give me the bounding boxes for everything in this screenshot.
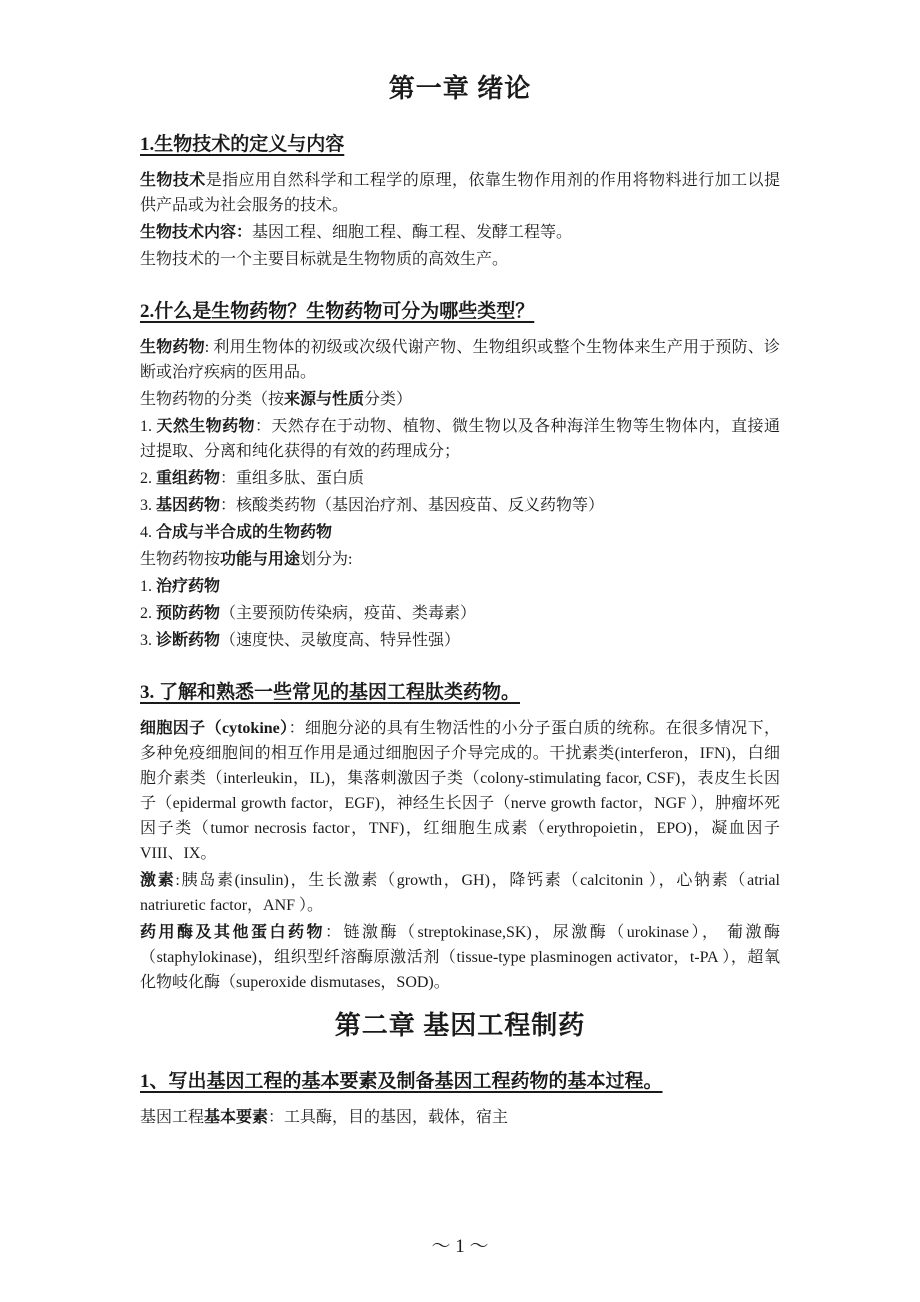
text-segment: ：细胞分泌的具有生物活性的小分子蛋白质的统称。在很多情况下，多种免疫细胞间的相互作用是通过细胞因子介导完成的。干扰素类(interferon，IFN)，白细胞介素类（interleukin，IL)，集落刺激因子类（colony-stimulating facor, CSF)，表皮生长因子（epidermal growth factor，EGF)，神经生长因子（nerve growth factor，NGF ），肿瘤坏死因子类（tumor necrosis factor，TNF)，红细胞生成素（erythropoietin，EPO)，凝血因子 VIII、IX。	[140, 720, 780, 862]
text-segment: 划分为:	[300, 551, 353, 568]
section-heading	[140, 129, 780, 156]
text-segment: 激素	[140, 872, 176, 889]
section-heading	[140, 296, 780, 323]
text-segment: 生物药物	[140, 339, 205, 356]
text-segment: 2.	[140, 605, 156, 622]
text-segment: : 利用生物体的初级或次级代谢产物、生物组织或整个生物体来生产用于预防、诊断或治疗疾病的医用品。	[140, 339, 780, 381]
text-segment: 预防药物	[156, 605, 221, 622]
paragraph	[140, 920, 780, 995]
text-segment: 3.	[140, 632, 156, 649]
paragraph	[140, 247, 780, 272]
text-segment: 治疗药物	[156, 578, 221, 595]
text-segment: 1.生物技术的定义与内容	[140, 134, 345, 155]
text-segment: 天然生物药物	[156, 418, 255, 435]
paragraph	[140, 574, 780, 599]
text-segment: 2.什么是生物药物？生物药物可分为哪些类型？	[140, 301, 535, 322]
text-segment: 基因药物	[156, 497, 221, 514]
text-segment: :胰岛素(insulin)，生长激素（growth，GH)，降钙素（calcitonin ），心钠素（atrial natriuretic factor，ANF ）。	[140, 872, 780, 914]
chapter-title	[140, 1005, 780, 1042]
text-segment: 3. 了解和熟悉一些常见的基因工程肽类药物。	[140, 682, 521, 703]
paragraph	[140, 466, 780, 491]
text-segment: （	[205, 720, 222, 737]
text-segment: 分类）	[364, 391, 413, 408]
paragraph	[140, 387, 780, 412]
text-segment: 生物药物的分类（按	[140, 391, 285, 408]
paragraph	[140, 868, 780, 918]
text-segment: 生物药物按	[140, 551, 221, 568]
text-segment: ：重组多肽、蛋白质	[220, 470, 365, 487]
text-segment: ）	[279, 720, 289, 737]
text-segment: （速度快、灵敏度高、特异性强）	[220, 632, 461, 649]
text-segment: 是指应用自然科学和工程学的原理，依靠生物作用剂的作用将物料进行加工以提供产品或为社会服务的技术。	[140, 172, 780, 214]
text-segment: 生物技术内容：	[140, 224, 253, 241]
section-heading	[140, 677, 780, 704]
text-segment: cytokine	[221, 720, 280, 737]
text-segment: 诊断药物	[156, 632, 221, 649]
paragraph	[140, 716, 780, 866]
text-segment: 重组药物	[156, 470, 221, 487]
text-segment: 功能与用途	[220, 551, 301, 568]
text-segment: 3.	[140, 497, 156, 514]
paragraph	[140, 1105, 780, 1130]
paragraph	[140, 547, 780, 572]
text-segment: 1.	[140, 578, 156, 595]
text-segment: 生物技术的一个主要目标就是生物物质的高效生产。	[140, 251, 509, 268]
text-segment: 基因工程	[140, 1109, 205, 1126]
text-segment: 1.	[140, 418, 157, 435]
text-segment: 细胞因子	[140, 720, 206, 737]
text-segment: 基因工程、细胞工程、酶工程、发酵工程等。	[252, 224, 573, 241]
section-heading	[140, 1066, 780, 1093]
document-content	[140, 68, 780, 1130]
paragraph	[140, 493, 780, 518]
text-segment: ：链激酶（streptokinase,SK)，尿激酶（urokinase）， 葡激酶（staphylokinase)，组织型纤溶酶原激活剂（tissue-type plasminogen activator，t-PA ），超氧化物岐化酶（superoxide dismutases，SOD)。	[140, 924, 780, 991]
text-segment: 生物技术	[140, 172, 206, 189]
paragraph	[140, 628, 780, 653]
chapter-title	[140, 68, 780, 105]
text-segment: 药用酶及其他蛋白药物	[140, 924, 326, 941]
text-segment: ：天然存在于动物、植物、微生物以及各种海洋生物等生物体内，直接通过提取、分离和纯化获得的有效的药理成分；	[140, 418, 780, 460]
paragraph	[140, 414, 780, 464]
text-segment: ：工具酶，目的基因，载体，宿主	[268, 1109, 509, 1126]
text-segment: 1、写出基因工程的基本要素及制备基因工程药物的基本过程。	[140, 1071, 663, 1092]
text-segment: 基本要素	[204, 1109, 269, 1126]
page-number: ～ 1 ～	[431, 1236, 489, 1257]
text-segment: 4.	[140, 524, 156, 541]
text-segment: 2.	[140, 470, 156, 487]
paragraph	[140, 601, 780, 626]
text-segment: （主要预防传染病，疫苗、类毒素）	[220, 605, 477, 622]
text-segment: 第二章 基因工程制药	[334, 1011, 586, 1040]
paragraph	[140, 168, 780, 218]
paragraph	[140, 220, 780, 245]
paragraph	[140, 335, 780, 385]
text-segment: ：核酸类药物（基因治疗剂、基因疫苗、反义药物等）	[220, 497, 605, 514]
text-segment: 第一章 绪论	[388, 74, 532, 103]
paragraph	[140, 520, 780, 545]
text-segment: 来源与性质	[284, 391, 365, 408]
text-segment: 合成与半合成的生物药物	[156, 524, 333, 541]
